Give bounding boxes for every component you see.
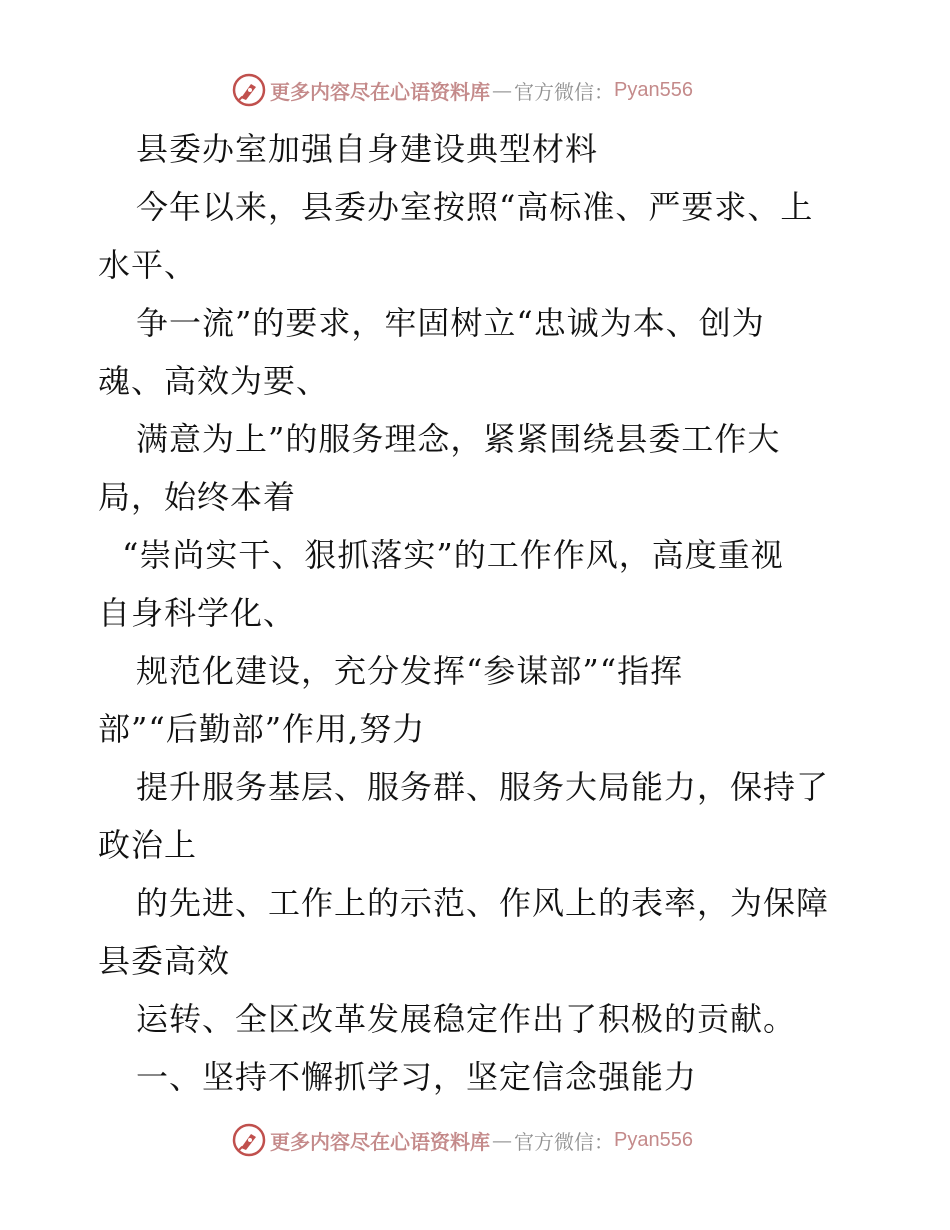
section-heading: 一、坚持不懈抓学习，坚定信念强能力 — [136, 1058, 698, 1096]
paragraph-line: 满意为上”的服务理念，紧紧围绕县委工作大 — [136, 420, 781, 458]
document-title: 县委办室加强自身建设典型材料 — [136, 130, 599, 168]
footer-watermark — [232, 1122, 693, 1158]
watermark-wechat-id: Pyan556 — [614, 78, 693, 101]
paragraph-line: “崇尚实干、狠抓落实”的工作作风，高度重视 — [122, 536, 784, 574]
paragraph-line: 提升服务基层、服务群、服务大局能力，保持了 — [136, 768, 830, 806]
paragraph-line: 自身科学化、 — [98, 594, 297, 632]
paragraph-line: 运转、全区改革发展稳定作出了积极的贡献。 — [136, 1000, 797, 1038]
pen-nib-logo-icon — [232, 1123, 266, 1157]
watermark-wechat-label: 官方微信： — [514, 79, 614, 104]
watermark-text: 更多内容尽在心语资料库 — [270, 1129, 490, 1154]
paragraph-line: 政治上 — [98, 826, 198, 864]
paragraph-line: 规范化建设，充分发挥“参谋部”“指挥 — [136, 652, 684, 690]
paragraph-line: 县委高效 — [98, 942, 231, 980]
watermark-separator: — — [492, 1128, 512, 1152]
paragraph-line: 魂、高效为要、 — [98, 362, 330, 400]
watermark-text: 更多内容尽在心语资料库 — [270, 79, 490, 104]
paragraph-line: 部”“后勤部”作用,努力 — [98, 710, 426, 748]
header-watermark — [232, 72, 693, 108]
paragraph-line: 的先进、工作上的示范、作风上的表率，为保障 — [136, 884, 830, 922]
paragraph-line: 局，始终本着 — [98, 478, 297, 516]
document-body — [98, 120, 858, 1106]
paragraph-line: 争一流”的要求，牢固树立“忠诚为本、创为 — [136, 304, 765, 342]
pen-nib-logo-icon — [232, 73, 266, 107]
paragraph-line: 今年以来，县委办室按照“高标准、严要求、上 — [136, 188, 814, 226]
watermark-separator: — — [492, 78, 512, 102]
paragraph-line: 水平、 — [98, 246, 198, 284]
watermark-wechat-label: 官方微信： — [514, 1129, 614, 1154]
watermark-wechat-id: Pyan556 — [614, 1128, 693, 1151]
